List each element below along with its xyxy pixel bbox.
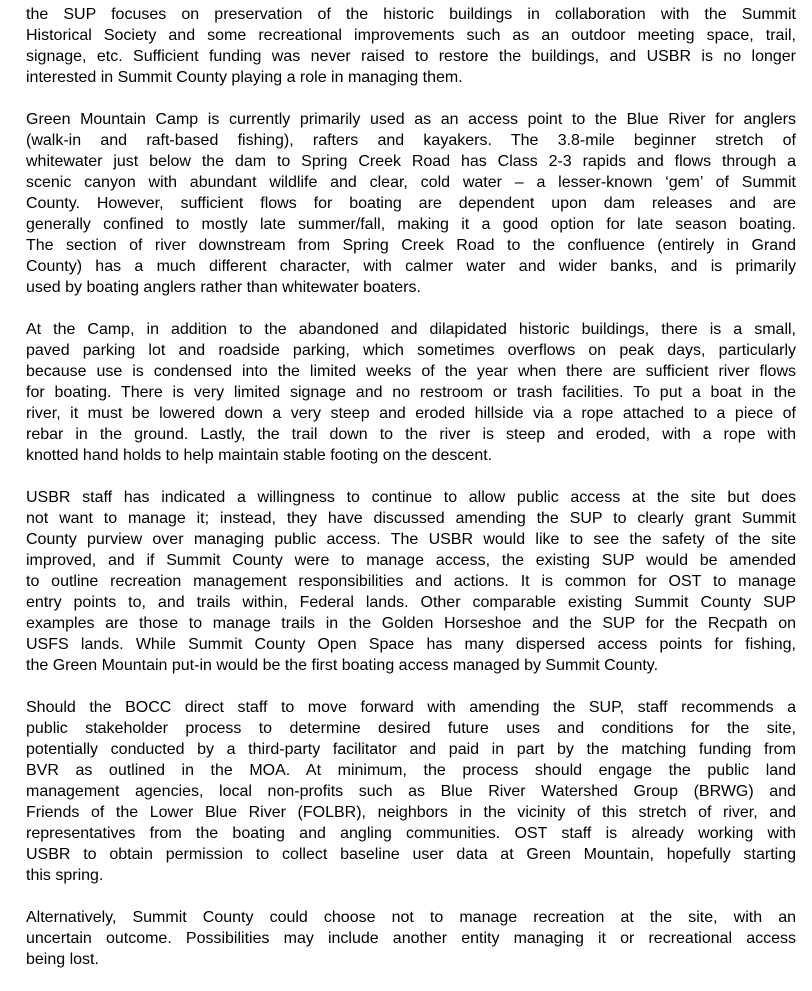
text-line: potentially conducted by a third-party facilitator and paid in part by the matching funding from [26,741,796,758]
text-line: County purview over managing public access. The USBR would like to see the safety of the site [26,531,796,548]
text-line: USFS lands. While Summit County Open Space has many dispersed access points for fishing, [26,636,796,653]
text-line: BVR as outlined in the MOA. At minimum, the process should engage the public land [26,762,796,779]
text-line: paved parking lot and roadside parking, which sometimes overflows on peak days, particularly [26,342,796,359]
paragraph [26,487,796,676]
text-line: to outline recreation management responsibilities and actions. It is common for OST to manage [26,573,796,590]
text-line: representatives from the boating and angling communities. OST staff is already working with [26,825,796,842]
text-line: Friends of the Lower Blue River (FOLBR), neighbors in the vicinity of this stretch of river, and [26,804,796,821]
document-body [26,4,796,991]
text-line: Alternatively, Summit County could choose not to manage recreation at the site, with an [26,909,796,926]
text-line: (walk-in and raft-based fishing), rafters and kayakers. The 3.8-mile beginner stretch of [26,132,796,149]
text-line: for boating. There is very limited signage and no restroom or trash facilities. To put a boat in the [26,384,796,401]
text-line: scenic canyon with abundant wildlife and clear, cold water – a lesser-known ‘gem’ of Summit [26,174,796,191]
text-line: not want to manage it; instead, they have discussed amending the SUP to clearly grant Summit [26,510,796,527]
text-line: uncertain outcome. Possibilities may include another entity managing it or recreational access [26,930,796,947]
text-line: USBR to obtain permission to collect baseline user data at Green Mountain, hopefully starting [26,846,796,863]
text-line: generally confined to mostly late summer/fall, making it a good option for late season boating. [26,216,796,233]
text-line: interested in Summit County playing a role in managing them. [26,69,463,86]
text-line: County) has a much different character, with calmer water and wider banks, and is primarily [26,258,796,275]
text-line: Should the BOCC direct staff to move forward with amending the SUP, staff recommends a [26,699,796,716]
paragraph [26,109,796,298]
text-line: this spring. [26,867,104,884]
text-line: entry points to, and trails within, Federal lands. Other comparable existing Summit County SUP [26,594,796,611]
text-line: USBR staff has indicated a willingness to continue to allow public access at the site but does [26,489,796,506]
text-line: management agencies, local non-profits such as Blue River Watershed Group (BRWG) and [26,783,796,800]
text-line: At the Camp, in addition to the abandoned and dilapidated historic buildings, there is a small, [26,321,796,338]
text-line: used by boating anglers rather than whitewater boaters. [26,279,421,296]
paragraph [26,319,796,466]
text-line: the Green Mountain put-in would be the first boating access managed by Summit County. [26,657,659,674]
text-line: whitewater just below the dam to Spring Creek Road has Class 2-3 rapids and flows through a [26,153,796,170]
text-line: rebar in the ground. Lastly, the trail down to the river is steep and eroded, with a rope with [26,426,796,443]
text-line: Historical Society and some recreational improvements such as an outdoor meeting space, trail, [26,27,796,44]
text-line: The section of river downstream from Spring Creek Road to the confluence (entirely in Grand [26,237,796,254]
text-line: because use is condensed into the limited weeks of the year when there are sufficient river flows [26,363,796,380]
text-line: knotted hand holds to help maintain stable footing on the descent. [26,447,493,464]
paragraph [26,4,796,88]
text-line: examples are those to manage trails in the Golden Horseshoe and the SUP for the Recpath on [26,615,796,632]
text-line: Green Mountain Camp is currently primarily used as an access point to the Blue River for anglers [26,111,796,128]
text-line: the SUP focuses on preservation of the historic buildings in collaboration with the Summit [26,6,796,23]
text-line: being lost. [26,951,99,968]
paragraph [26,907,796,970]
text-line: public stakeholder process to determine desired future uses and conditions for the site, [26,720,796,737]
text-line: river, it must be lowered down a very steep and eroded hillside via a rope attached to a piece of [26,405,796,422]
text-line: signage, etc. Sufficient funding was never raised to restore the buildings, and USBR is no longer [26,48,796,65]
text-line: improved, and if Summit County were to manage access, the existing SUP would be amended [26,552,796,569]
paragraph [26,697,796,886]
text-line: County. However, sufficient flows for boating are dependent upon dam releases and are [26,195,796,212]
